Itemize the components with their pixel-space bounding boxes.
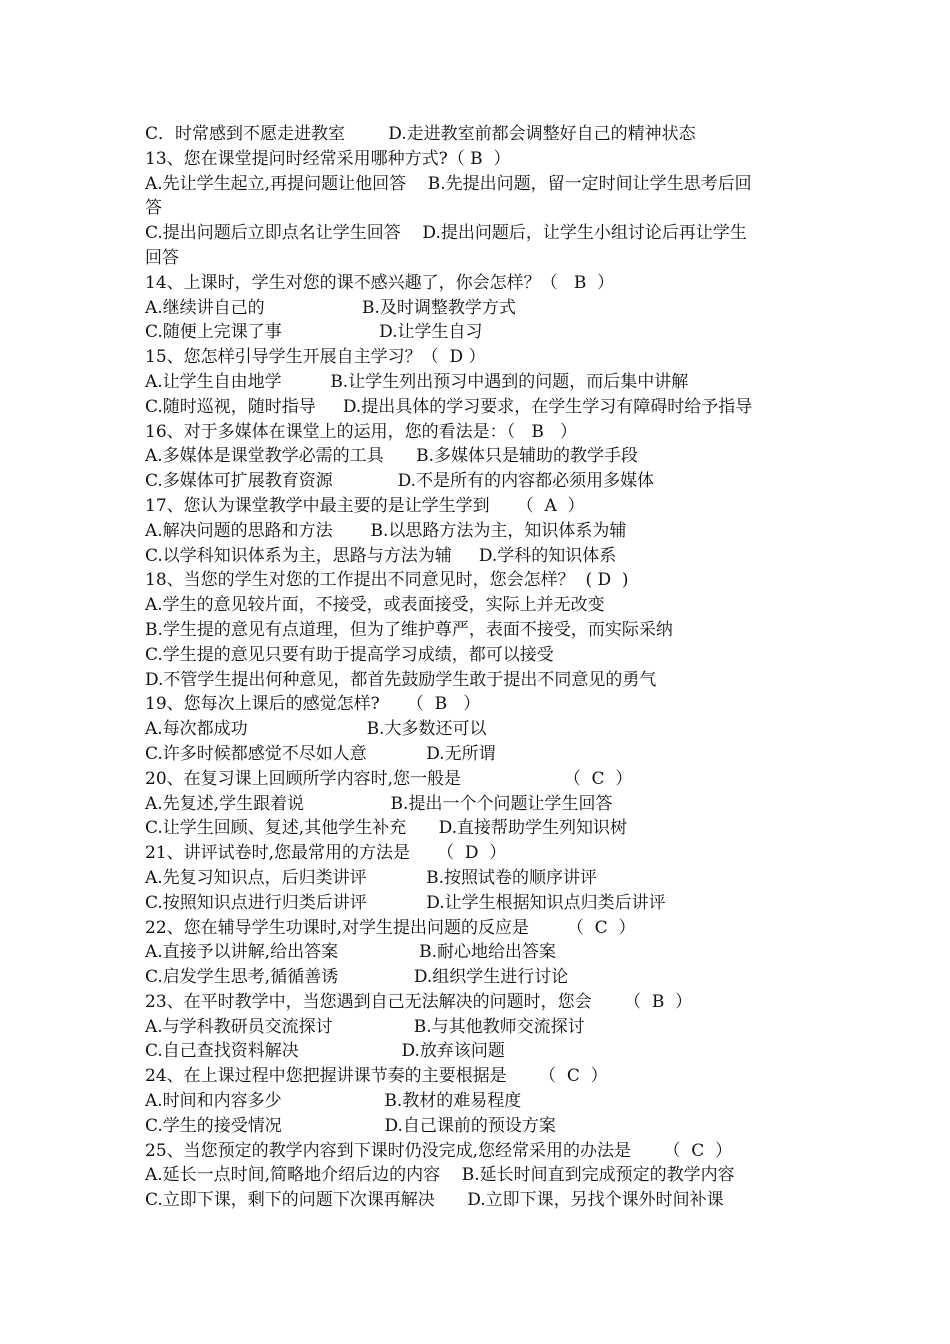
option-line: A.先复习知识点，后归类讲评 B.按照试卷的顺序讲评 [145,867,598,888]
option-line: A.每次都成功 B.大多数还可以 [145,719,487,740]
question-15: 15、您怎样引导学生开展自主学习？（ D ） [145,347,486,368]
option-line: A.延长一点时间,简略地介绍后边的内容 B.延长时间直到完成预定的教学内容 [145,1165,735,1186]
question-14: 14、上课时，学生对您的课不感兴趣了，你会怎样？（ B ） [145,272,615,293]
option-line: C.随便上完课了事 D.让学生自习 [145,322,483,343]
question-17: 17、您认为课堂教学中最主要的是让学生学到 （ A ） [145,495,585,516]
question-13: 13、您在课堂提问时经常采用哪种方式?（ B ） [145,148,511,169]
option-line: C.学生的接受情况 D.自己课前的预设方案 [145,1115,556,1136]
option-line: C.多媒体可扩展教育资源 D.不是所有的内容都必须用多媒体 [145,471,655,492]
question-18: 18、当您的学生对您的工作提出不同意见时，您会怎样？ ( D ) [145,570,629,591]
option-line: C.学生提的意见只要有助于提高学习成绩，都可以接受 [145,644,554,665]
option-line: A.解决问题的思路和方法 B.以思路方法为主，知识体系为辅 [145,520,627,541]
option-line: C.让学生回顾、复述,其他学生补充 D.直接帮助学生列知识树 [145,818,628,839]
option-line: A.继续讲自己的 B.及时调整教学方式 [145,297,516,318]
question-23: 23、在平时教学中，当您遇到自己无法解决的问题时，您会 （ B ） [145,991,693,1012]
option-line: C.许多时候都感觉不尽如人意 D.无所谓 [145,743,496,764]
option-line: D.不管学生提出何种意见，都首先鼓励学生敢于提出不同意见的勇气 [145,669,657,690]
option-line: C.随时巡视，随时指导 D.提出具体的学习要求，在学生学习有障碍时给予指导 [145,396,753,417]
option-line: C.提出问题后立即点名让学生回答 D.提出问题后，让学生小组讨论后再让学生 [145,223,747,244]
option-line: A.让学生自由地学 B.让学生列出预习中遇到的问题，而后集中讲解 [145,371,689,392]
question-21: 21、讲评试卷时,您最常用的方法是 （ D ） [145,843,507,864]
option-line: A.与学科教研员交流探讨 B.与其他教师交流探讨 [145,1016,585,1037]
option-line: C.按照知识点进行归类后讲评 D.让学生根据知识点归类后讲评 [145,892,666,913]
option-line: C.以学科知识体系为主，思路与方法为辅 D.学科的知识体系 [145,545,617,566]
option-line-continued: 回答 [145,247,179,268]
option-line: A.先让学生起立,再提问题让他回答 B.先提出问题，留一定时间让学生思考后回 [145,173,752,194]
option-line: A.多媒体是课堂教学必需的工具 B.多媒体只是辅助的教学手段 [145,446,638,467]
option-line: A.时间和内容多少 B.教材的难易程度 [145,1091,522,1112]
option-line: C.启发学生思考,循循善诱 D.组织学生进行讨论 [145,967,569,988]
question-20: 20、在复习课上回顾所学内容时,您一般是 （ C ） [145,768,633,789]
question-22: 22、您在辅导学生功课时,对学生提出问题的反应是 （ C ） [145,917,636,938]
text-line: C．时常感到不愿走进教室 D.走进教室前都会调整好自己的精神状态 [145,124,696,144]
option-line: A.先复述,学生跟着说 B.提出一个个问题让学生回答 [145,793,613,814]
option-line: C.立即下课，剩下的问题下次课再解决 D.立即下课，另找个课外时间补课 [145,1190,724,1211]
question-24: 24、在上课过程中您把握讲课节奏的主要根据是 （ C ） [145,1066,608,1087]
document-page [145,122,825,1213]
option-line: C.自己查找资料解决 D.放弃该问题 [145,1041,505,1062]
question-16: 16、对于多媒体在课堂上的运用，您的看法是：（ B ） [145,421,578,442]
question-19: 19、您每次上课后的感觉怎样? （ B ） [145,694,481,715]
option-line-continued: 答 [145,198,162,219]
option-line: A.直接予以讲解,给出答案 B.耐心地给出答案 [145,942,557,963]
option-line: B.学生提的意见有点道理，但为了维护尊严，表面不接受，而实际采纳 [145,619,673,640]
question-25: 25、当您预定的教学内容到下课时仍没完成,您经常采用的办法是 （ C ） [145,1140,733,1161]
option-line: A.学生的意见较片面，不接受，或表面接受，实际上并无改变 [145,595,605,616]
